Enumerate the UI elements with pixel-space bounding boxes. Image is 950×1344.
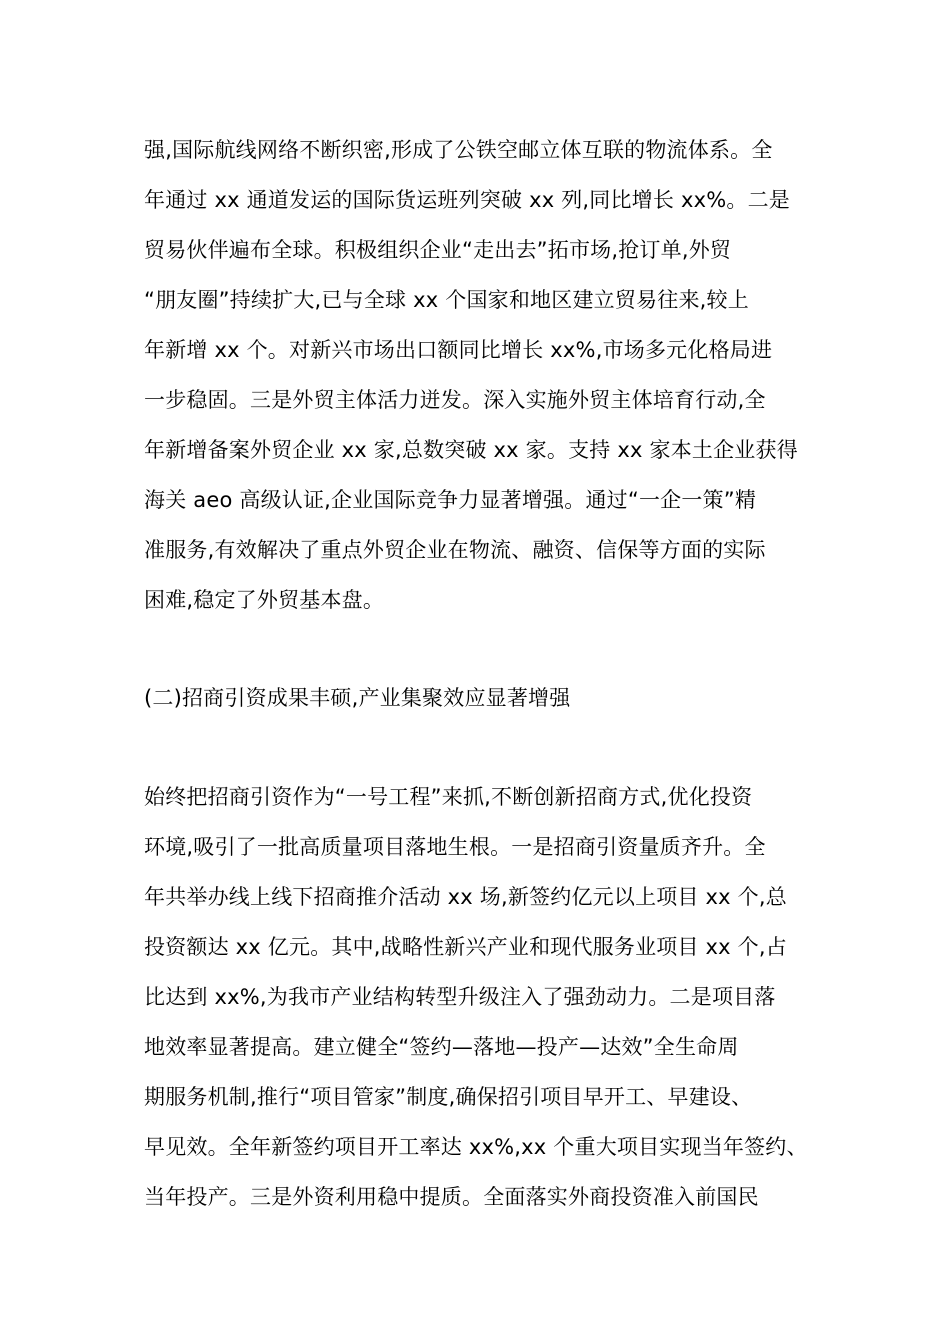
text-line: 环境,吸引了一批高质量项目落地生根。一是招商引资量质齐升。全 [144,835,766,859]
text-line: 年新增 xx 个。对新兴市场出口额同比增长 xx%,市场多元化格局进 [144,338,773,362]
text-line: 当年投产。三是外资利用稳中提质。全面落实外商投资准入前国民 [144,1185,759,1209]
text-line: 海关 aeo 高级认证,企业国际竞争力显著增强。通过“一企一策”精 [144,488,757,512]
text-line: 强,国际航线网络不断织密,形成了公铁空邮立体互联的物流体系。全 [144,138,773,162]
text-line: 准服务,有效解决了重点外贸企业在物流、融资、信保等方面的实际 [144,538,766,562]
text-line: 比达到 xx%,为我市产业结构转型升级注入了强劲动力。二是项目落 [144,985,776,1009]
text-line: 投资额达 xx 亿元。其中,战略性新兴产业和现代服务业项目 xx 个,占 [144,935,787,959]
text-line: 地效率显著提高。建立健全“签约—落地—投产—达效”全生命周 [144,1035,739,1059]
text-line: 早见效。全年新签约项目开工率达 xx%,xx 个重大项目实现当年签约、 [144,1135,808,1159]
text-line: “朋友圈”持续扩大,已与全球 xx 个国家和地区建立贸易往来,较上 [144,288,749,312]
text-line: 年共举办线上线下招商推介活动 xx 场,新签约亿元以上项目 xx 个,总 [144,885,787,909]
text-line: 期服务机制,推行“项目管家”制度,确保招引项目早开工、早建设、 [144,1085,753,1109]
text-line: 一步稳固。三是外贸主体活力迸发。深入实施外贸主体培育行动,全 [144,388,766,412]
text-line: 始终把招商引资作为“一号工程”来抓,不断创新招商方式,优化投资 [144,785,753,809]
text-line: 年通过 xx 通道发运的国际货运班列突破 xx 列,同比增长 xx%。二是 [144,188,790,212]
text-line: 贸易伙伴遍布全球。积极组织企业“走出去”拓市场,抢订单,外贸 [144,238,732,262]
text-line: 困难,稳定了外贸基本盘。 [144,588,385,612]
section-heading: (二)招商引资成果丰硕,产业集聚效应显著增强 [144,686,571,710]
text-line: 年新增备案外贸企业 xx 家,总数突破 xx 家。支持 xx 家本土企业获得 [144,438,798,462]
